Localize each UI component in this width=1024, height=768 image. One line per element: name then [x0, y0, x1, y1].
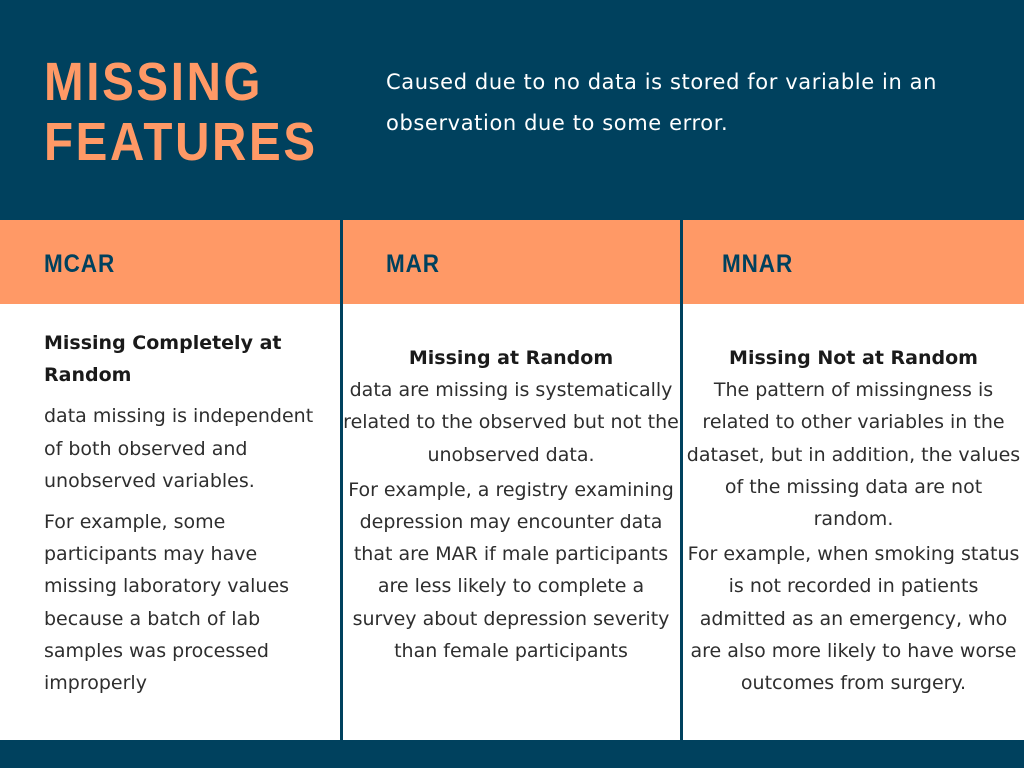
title-line-1: MISSING: [44, 52, 264, 112]
column-mcar: [44, 327, 336, 699]
column-mar: [343, 342, 679, 667]
mar-heading: Missing at Random: [408, 347, 614, 369]
label-mar: MAR: [386, 250, 440, 278]
footer-bar: [0, 740, 1024, 768]
mnar-example: For example, when smoking status is not recorded in patients admitted as an emergency, who are also more likely to have worse outcomes from surgery.: [687, 543, 1020, 695]
header-description: Caused due to no data is stored for variable in an observation due to some error.: [386, 70, 938, 135]
mnar-definition: The pattern of missingness is related to other variables in the dataset, but in addition, the values of the missing data are not random.: [686, 379, 1021, 531]
title-line-2: FEATURES: [44, 112, 318, 172]
mar-definition: data are missing is systematically related to the observed but not the unobserved data.: [343, 379, 679, 466]
category-band: [0, 220, 1024, 304]
mcar-definition: data missing is independent of both observed and unobserved variables.: [44, 405, 314, 492]
mcar-heading: Missing Completely at Random: [44, 332, 282, 387]
column-mnar: [683, 342, 1024, 699]
page-title: [44, 52, 318, 172]
label-mnar: MNAR: [722, 250, 794, 278]
mnar-heading: Missing Not at Random: [729, 347, 978, 369]
label-mcar: MCAR: [44, 250, 116, 278]
mar-example: For example, a registry examining depression may encounter data that are MAR if male participants are less likely to complete a survey about depression severity than female participants: [348, 478, 674, 662]
mcar-example: For example, some participants may have missing laboratory values because a batch of lab samples was processed improperly: [44, 511, 290, 695]
